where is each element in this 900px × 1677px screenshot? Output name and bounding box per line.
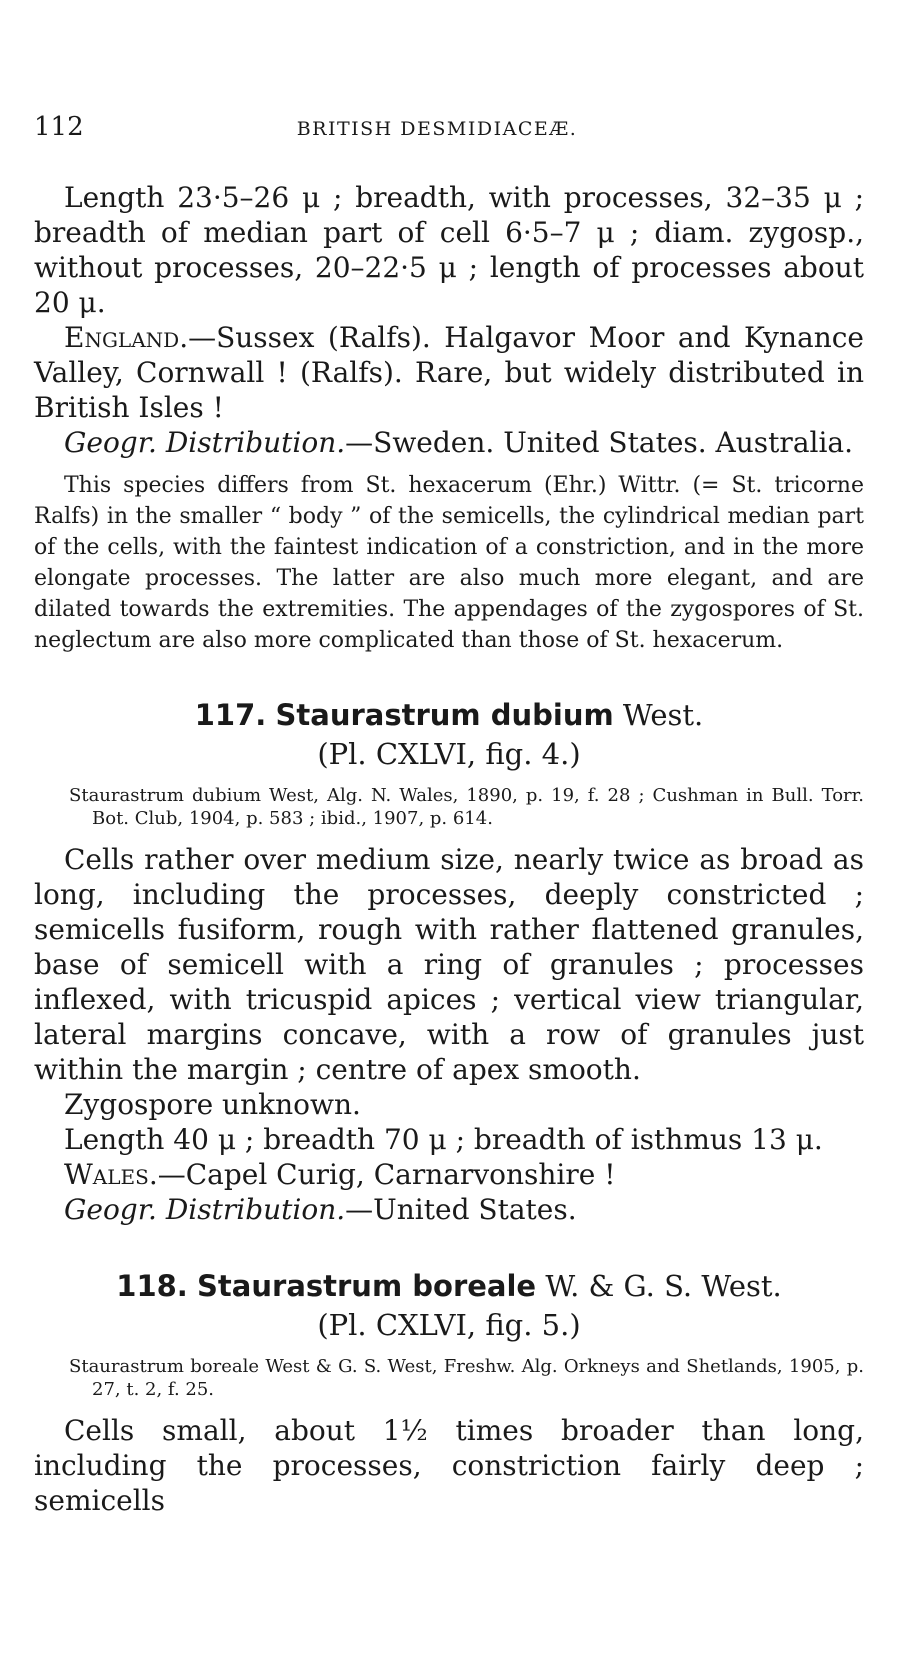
species-117-plate: (Pl. CXLVI, fig. 4.) <box>317 737 581 771</box>
species-118-plate: (Pl. CXLVI, fig. 5.) <box>317 1308 581 1342</box>
prev-locality <box>34 320 864 425</box>
prev-distribution <box>34 425 864 460</box>
page-number: 112 <box>34 112 84 142</box>
species-118-reference: Staurastrum boreale West & G. S. West, Freshw. Alg. Orkneys and Shetlands, 1905, p. 27, t. 2, f. 25. <box>69 1356 864 1400</box>
page-header <box>34 112 840 148</box>
species-117-heading <box>34 696 864 734</box>
species-author: W. & G. S. West. <box>545 1269 782 1303</box>
species-118-heading <box>34 1267 864 1305</box>
distribution-text: —Sweden. United States. Australia. <box>345 426 854 459</box>
species-117-reference: Staurastrum dubium West, Alg. N. Wales, 1890, p. 19, f. 28 ; Cushman in Bull. Torr. Bot. Club, 1904, p. 583 ; ibid., 1907, p. 614. <box>69 785 864 829</box>
locality-text: .—Capel Curig, Carnarvonshire ! <box>148 1158 616 1191</box>
distribution-text: —United States. <box>345 1193 577 1226</box>
species-name: Staurastrum dubium <box>275 698 614 732</box>
species-117-measurements: Length 40 μ ; breadth 70 μ ; breadth of isthmus 13 μ. <box>64 1123 823 1156</box>
prev-measurements: Length 23·5–26 μ ; breadth, with processes, 32–35 μ ; breadth of median part of cell 6·5–7 μ ; diam. zygosp., without processes, 20–22·5 μ ; length of processes about 20 μ. <box>34 181 864 319</box>
prev-note: This species differs from St. hexacerum (Ehr.) Wittr. (= St. tricorne Ralfs) in the smaller “ body ” of the semicells, the cylindrical median part of the cells, with the faintest indication of a constriction, and in the more elongate processes. The latter are also much more elegant, and are dilated towards the extremities. The appendages of the zygospores of St. neglectum are also more complicated than those of St. hexacerum. <box>34 473 864 653</box>
species-117-zygospore: Zygospore unknown. <box>64 1088 361 1121</box>
species-117-distribution <box>34 1192 864 1227</box>
locality-text: .—Sussex (Ralfs). Halgavor Moor and Kynance Valley, Cornwall ! (Ralfs). Rare, but widely distributed in British Isles ! <box>34 321 864 424</box>
species-number: 118. <box>116 1269 188 1303</box>
distribution-label: Geogr. Distribution. <box>64 1193 346 1226</box>
running-head: BRITISH DESMIDIACEÆ. <box>296 118 578 140</box>
species-118-description: Cells small, about 1½ times broader than long, including the processes, constriction fairly deep ; semicells <box>34 1414 864 1517</box>
species-number: 117. <box>194 698 267 732</box>
species-117-locality <box>34 1157 864 1192</box>
locality-label: England <box>64 321 180 354</box>
species-117-description: Cells rather over medium size, nearly twice as broad as long, including the processes, deeply constricted ; semicells fusiform, rough with rather flattened granules, base of semicell with a ring of granules ; processes inflexed, with tricuspid apices ; vertical view triangular, lateral margins concave, with a row of granules just within the margin ; centre of apex smooth. <box>34 843 864 1086</box>
species-name: Staurastrum boreale <box>197 1269 537 1303</box>
locality-label: Wales <box>64 1158 149 1191</box>
page-body <box>34 180 864 1518</box>
species-author: West. <box>622 698 704 732</box>
distribution-label: Geogr. Distribution. <box>64 426 346 459</box>
